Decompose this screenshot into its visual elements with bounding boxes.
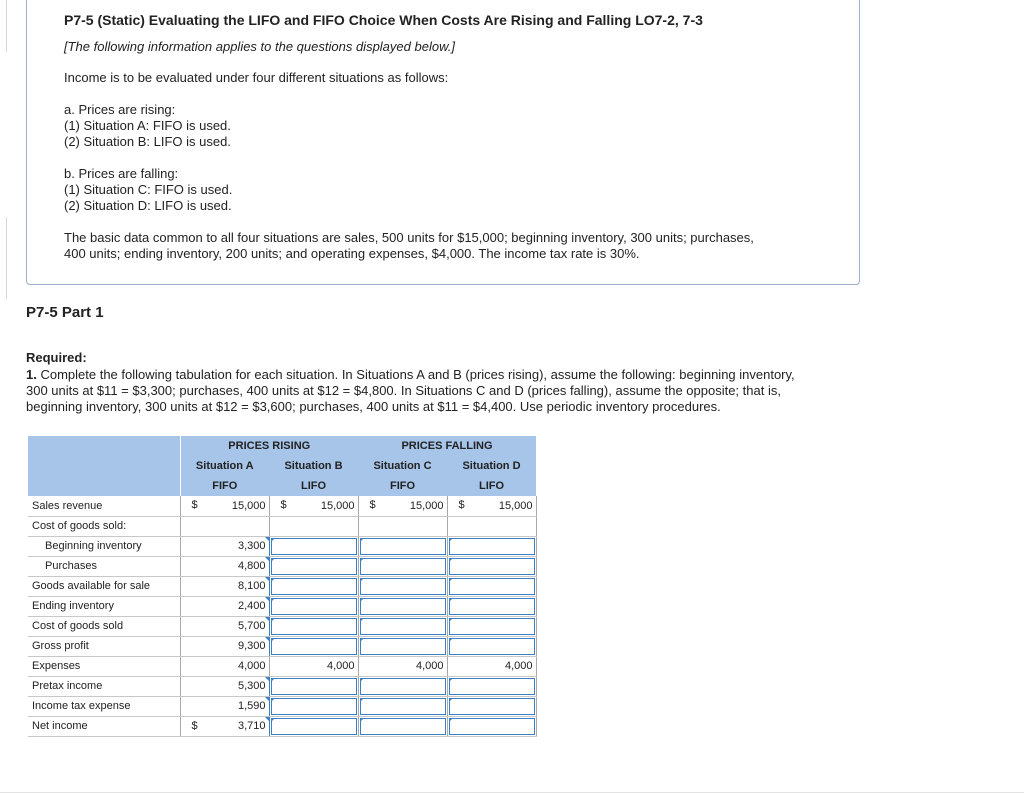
part-title: P7-5 Part 1 (26, 304, 104, 321)
available-d-cell (447, 576, 536, 596)
income-tabulation-table (28, 436, 537, 737)
header-situation-a: Situation A (180, 456, 269, 476)
value: 15,000 (498, 499, 533, 512)
beginning-d-cell (447, 536, 536, 556)
pretax-d-cell (447, 676, 536, 696)
purchases-c-cell (358, 556, 447, 576)
cogs-a-value[interactable]: 5,700 (180, 616, 269, 636)
left-edge-marker (0, 217, 7, 299)
value: 3,710 (237, 720, 266, 732)
cogs-d-input[interactable] (449, 618, 535, 635)
row-label: Net income (28, 716, 180, 736)
required-text-1: Complete the following tabulation for each situation. In Situations A and B (prices rising), assume the following: beginning inventory, (40, 367, 795, 382)
ending-c-cell (358, 596, 447, 616)
header-method-a: FIFO (180, 476, 269, 496)
dollar-sign: $ (280, 499, 287, 511)
info-note: [The following information applies to the questions displayed below.] (64, 39, 455, 54)
purchases-d-input[interactable] (449, 558, 535, 575)
gross-a-value[interactable]: 9,300 (180, 636, 269, 656)
available-a-value[interactable]: 8,100 (180, 576, 269, 596)
tax-b-cell (269, 696, 358, 716)
empty-cell (447, 516, 536, 536)
value: 15,000 (231, 499, 266, 512)
dollar-sign: $ (191, 499, 198, 511)
row-purchases (28, 556, 536, 576)
ending-b-input[interactable] (271, 598, 357, 615)
dollar-sign: $ (191, 719, 198, 732)
basic-data-line-1: The basic data common to all four situations are sales, 500 units for $15,000; beginning inventory, 300 units; purchases, (64, 230, 754, 245)
ending-c-input[interactable] (360, 598, 446, 615)
expenses-b-value: 4,000 (269, 656, 358, 676)
header-situation-c: Situation C (358, 456, 447, 476)
row-label: Cost of goods sold: (28, 516, 180, 536)
row-label: Gross profit (28, 636, 180, 656)
case-b-2: (2) Situation D: LIFO is used. (64, 198, 232, 213)
cogs-b-input[interactable] (271, 618, 357, 635)
beginning-c-input[interactable] (360, 538, 446, 555)
gross-d-input[interactable] (449, 638, 535, 655)
sales-c-value (358, 496, 447, 516)
row-label: Goods available for sale (28, 576, 180, 596)
value: 15,000 (409, 499, 444, 512)
row-sales-revenue (28, 496, 536, 516)
available-d-input[interactable] (449, 578, 535, 595)
row-label: Expenses (28, 656, 180, 676)
pretax-a-value[interactable]: 5,300 (180, 676, 269, 696)
row-beginning-inventory (28, 536, 536, 556)
header-method-b: LIFO (269, 476, 358, 496)
tax-b-input[interactable] (271, 698, 357, 715)
net-a-value[interactable] (180, 716, 269, 736)
gross-c-cell (358, 636, 447, 656)
beginning-a-value[interactable]: 3,300 (180, 536, 269, 556)
header-blank (28, 436, 180, 456)
row-net-income (28, 716, 536, 736)
header-prices-rising: PRICES RISING (180, 436, 358, 456)
row-label: Sales revenue (28, 496, 180, 516)
pretax-c-cell (358, 676, 447, 696)
cogs-d-cell (447, 616, 536, 636)
pretax-b-input[interactable] (271, 678, 357, 695)
beginning-d-input[interactable] (449, 538, 535, 555)
tax-c-cell (358, 696, 447, 716)
header-situation-b: Situation B (269, 456, 358, 476)
row-cost-of-goods-sold (28, 616, 536, 636)
purchases-d-cell (447, 556, 536, 576)
row-label: Cost of goods sold (28, 616, 180, 636)
purchases-a-value[interactable]: 4,800 (180, 556, 269, 576)
header-blank (28, 476, 180, 496)
row-gross-profit (28, 636, 536, 656)
tax-d-cell (447, 696, 536, 716)
required-line-1 (26, 367, 795, 383)
net-b-cell (269, 716, 358, 736)
row-label: Purchases (28, 556, 180, 576)
case-a-2: (2) Situation B: LIFO is used. (64, 134, 231, 149)
row-label: Beginning inventory (28, 536, 180, 556)
row-ending-inventory (28, 596, 536, 616)
row-income-tax-expense (28, 696, 536, 716)
required-line-2: 300 units at $11 = $3,300; purchases, 400 units at $12 = $4,800. In Situations C and D (prices falling), assume the opposite; that is, (26, 383, 781, 398)
row-label: Income tax expense (28, 696, 180, 716)
required-number: 1. (26, 367, 37, 382)
dollar-sign: $ (458, 499, 465, 511)
row-label: Ending inventory (28, 596, 180, 616)
required-label: Required: (26, 350, 87, 365)
empty-cell (358, 516, 447, 536)
empty-cell (269, 516, 358, 536)
sales-a-value (180, 496, 269, 516)
required-line-3: beginning inventory, 300 units at $12 = $3,600; purchases, 400 units at $11 = $4,400. Use periodic inventory procedures. (26, 399, 721, 414)
purchases-c-input[interactable] (360, 558, 446, 575)
cogs-b-cell (269, 616, 358, 636)
row-pretax-income (28, 676, 536, 696)
net-d-cell (447, 716, 536, 736)
tax-c-input[interactable] (360, 698, 446, 715)
value: 15,000 (320, 499, 355, 512)
empty-cell (180, 516, 269, 536)
sales-d-value (447, 496, 536, 516)
net-c-cell (358, 716, 447, 736)
tax-a-value[interactable]: 1,590 (180, 696, 269, 716)
ending-d-cell (447, 596, 536, 616)
header-situation-d: Situation D (447, 456, 536, 476)
case-a-1: (1) Situation A: FIFO is used. (64, 118, 231, 133)
available-c-cell (358, 576, 447, 596)
cogs-c-cell (358, 616, 447, 636)
ending-d-input[interactable] (449, 598, 535, 615)
beginning-b-input[interactable] (271, 538, 357, 555)
row-goods-available (28, 576, 536, 596)
beginning-b-cell (269, 536, 358, 556)
header-method-d: LIFO (447, 476, 536, 496)
expenses-a-value: 4,000 (180, 656, 269, 676)
sales-b-value (269, 496, 358, 516)
intro-lead: Income is to be evaluated under four different situations as follows: (64, 70, 449, 85)
purchases-b-input[interactable] (271, 558, 357, 575)
net-c-input[interactable] (360, 718, 446, 735)
dollar-sign: $ (369, 499, 376, 511)
net-b-input[interactable] (271, 718, 357, 735)
cogs-c-input[interactable] (360, 618, 446, 635)
problem-title: P7-5 (Static) Evaluating the LIFO and FIFO Choice When Costs Are Rising and Falling LO7-2, 7-3 (64, 12, 703, 28)
gross-d-cell (447, 636, 536, 656)
available-b-input[interactable] (271, 578, 357, 595)
header-blank (28, 456, 180, 476)
pretax-d-input[interactable] (449, 678, 535, 695)
purchases-b-cell (269, 556, 358, 576)
case-b-1: (1) Situation C: FIFO is used. (64, 182, 233, 197)
case-a-heading: a. Prices are rising: (64, 102, 176, 117)
beginning-c-cell (358, 536, 447, 556)
row-expenses (28, 656, 536, 676)
expenses-d-value: 4,000 (447, 656, 536, 676)
gross-c-input[interactable] (360, 638, 446, 655)
basic-data-line-2: 400 units; ending inventory, 200 units; and operating expenses, $4,000. The income tax rate is 30%. (64, 246, 640, 261)
row-cogs-heading (28, 516, 536, 536)
case-b-heading: b. Prices are falling: (64, 166, 179, 181)
left-edge-marker (0, 0, 7, 52)
ending-a-value[interactable]: 2,400 (180, 596, 269, 616)
available-c-input[interactable] (360, 578, 446, 595)
pretax-c-input[interactable] (360, 678, 446, 695)
pretax-b-cell (269, 676, 358, 696)
gross-b-input[interactable] (271, 638, 357, 655)
ending-b-cell (269, 596, 358, 616)
header-method-c: FIFO (358, 476, 447, 496)
expenses-c-value: 4,000 (358, 656, 447, 676)
gross-b-cell (269, 636, 358, 656)
header-prices-falling: PRICES FALLING (358, 436, 536, 456)
row-label: Pretax income (28, 676, 180, 696)
net-d-input[interactable] (449, 718, 535, 735)
tax-d-input[interactable] (449, 698, 535, 715)
available-b-cell (269, 576, 358, 596)
